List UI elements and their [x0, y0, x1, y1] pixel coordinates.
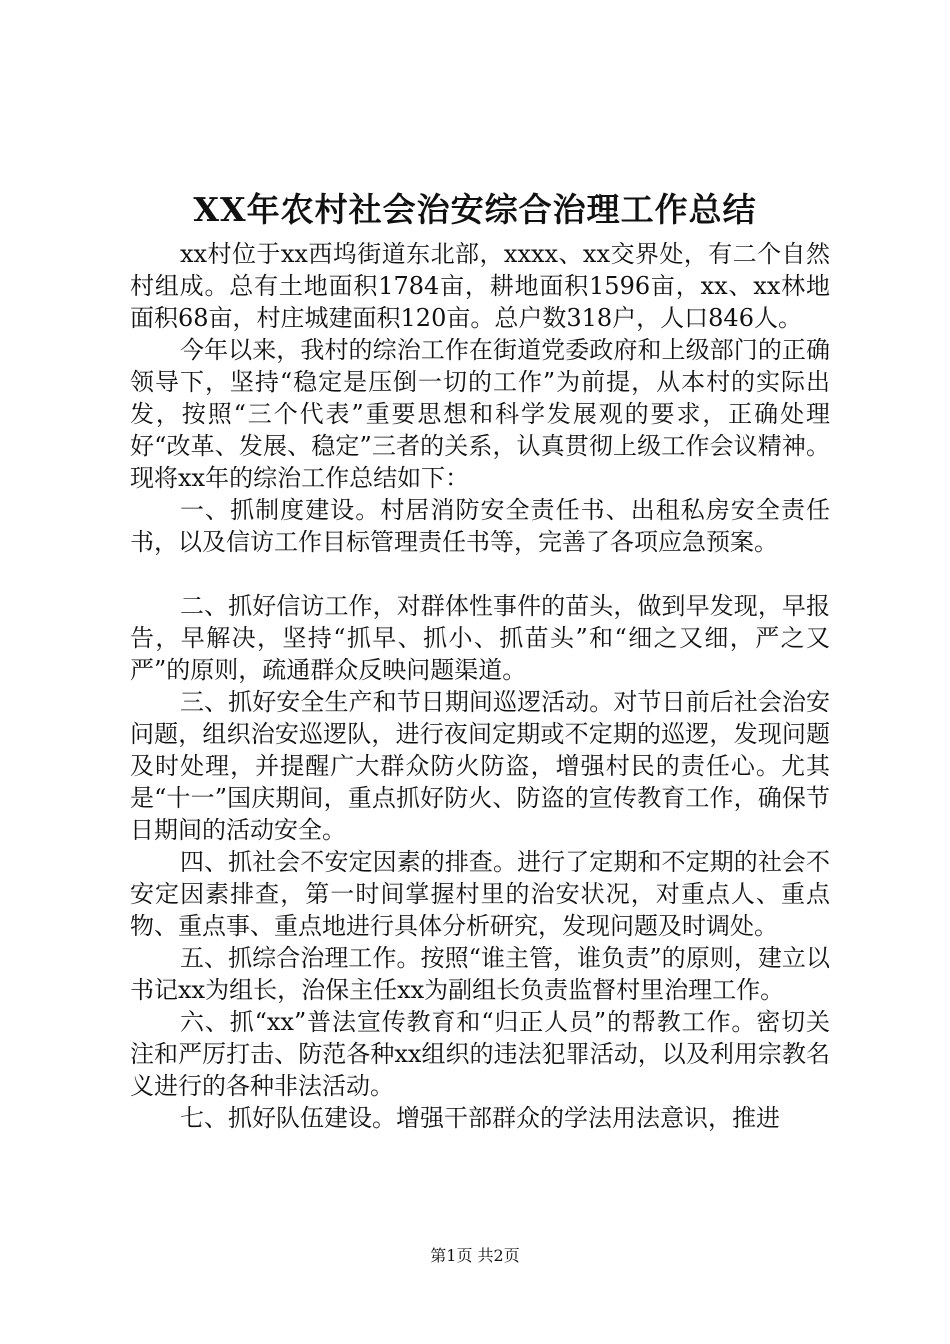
- page-number-footer: 第1页 共2页: [430, 1246, 520, 1265]
- document-title: XX年农村社会治安综合治理工作总结: [193, 190, 757, 229]
- paragraph-item-4: 四、抓社会不安定因素的排查。进行了定期和不定期的社会不安定因素排查，第一时间掌握村里的治安状况，对重点人、重点物、重点事、重点地进行具体分析研究，发现问题及时调处。: [130, 848, 830, 940]
- paragraph-intro: xx村位于xx西坞街道东北部，xxxx、xx交界处，有二个自然村组成。总有土地面积1784亩，耕地面积1596亩，xx、xx林地面积68亩，村庄城建面积120亩。总户数318户，人口846人。: [130, 240, 830, 332]
- paragraph-item-1: 一、抓制度建设。村居消防安全责任书、出租私房安全责任书，以及信访工作目标管理责任书等，完善了各项应急预案。: [130, 496, 830, 556]
- paragraph-item-7: 七、抓好队伍建设。增强干部群众的学法用法意识，推进: [180, 1104, 780, 1132]
- paragraph-item-5: 五、抓综合治理工作。按照“谁主管，谁负责”的原则，建立以书记xx为组长，治保主任xx为副组长负责监督村里治理工作。: [130, 944, 830, 1004]
- paragraph-item-3: 三、抓好安全生产和节日期间巡逻活动。对节日前后社会治安问题，组织治安巡逻队，进行夜间定期或不定期的巡逻，发现问题及时处理，并提醒广大群众防火防盗，增强村民的责任心。尤其是“十一”国庆期间，重点抓好防火、防盗的宣传教育工作，确保节日期间的活动安全。: [130, 688, 830, 844]
- paragraph-item-6: 六、抓“xx”普法宣传教育和“归正人员”的帮教工作。密切关注和严厉打击、防范各种xx组织的违法犯罪活动，以及利用宗教名义进行的各种非法活动。: [130, 1008, 830, 1100]
- paragraph-overview: 今年以来，我村的综治工作在街道党委政府和上级部门的正确领导下，坚持“稳定是压倒一切的工作”为前提，从本村的实际出发，按照“三个代表”重要思想和科学发展观的要求，正确处理好“改革、发展、稳定”三者的关系，认真贯彻上级工作会议精神。现将xx年的综治工作总结如下：: [130, 336, 830, 492]
- document-body: [130, 238, 830, 1134]
- paragraph-item-2: 二、抓好信访工作，对群体性事件的苗头，做到早发现，早报告，早解决，坚持“抓早、抓小、抓苗头”和“细之又细，严之又严”的原则，疏通群众反映问题渠道。: [130, 592, 830, 684]
